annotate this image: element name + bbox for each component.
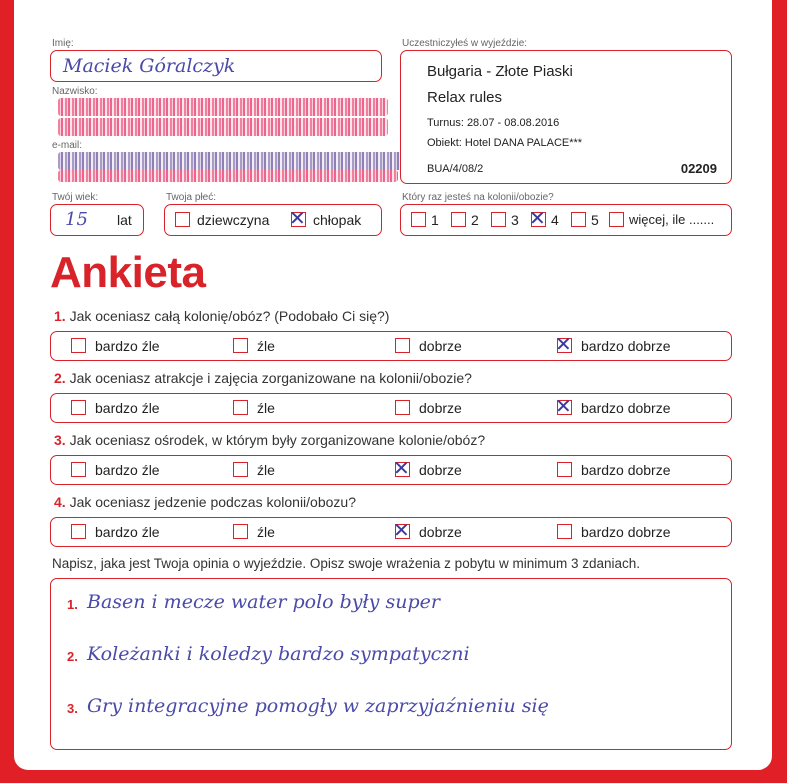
times-1-label: 1 (431, 212, 439, 228)
q2-dobrze-checkbox[interactable] (395, 400, 410, 415)
opinion-line-1: Basen i mecze water polo były super (87, 591, 440, 613)
opinion-line-3: Gry integracyjne pomogły w zaprzyjaźnieniu się (87, 695, 549, 717)
q4-bardzo-dobrze-checkbox[interactable] (557, 524, 572, 539)
q4-zle-checkbox[interactable] (233, 524, 248, 539)
trip-name: Relax rules (427, 89, 503, 106)
q1-bardzo-zle-label: bardzo źle (95, 338, 160, 354)
trip-obiekt: Obiekt: Hotel DANA PALACE*** (427, 137, 583, 149)
times-5-label: 5 (591, 212, 599, 228)
trip-label: Uczestniczyłeś w wyjeździe: (402, 38, 528, 49)
redacted-last-name-2 (58, 118, 388, 136)
redacted-email-2 (58, 170, 398, 182)
opinion-textarea[interactable] (50, 578, 732, 750)
trip-turnus: Turnus: 28.07 - 08.08.2016 (427, 117, 560, 129)
gender-boy-checkbox[interactable]: ✕ (289, 206, 306, 230)
gender-girl-checkbox[interactable] (175, 212, 190, 227)
q4-zle-label: źle (257, 524, 275, 540)
question-1: 1. Jak oceniasz całą kolonię/obóz? (Podobało Ci się?) (54, 308, 390, 324)
gender-label: Twoja płeć: (166, 192, 217, 203)
q2-bardzo-zle-label: bardzo źle (95, 400, 160, 416)
question-3-options (50, 455, 732, 485)
q1-zle-label: źle (257, 338, 275, 354)
q1-dobrze-checkbox[interactable] (395, 338, 410, 353)
q3-bardzo-dobrze-checkbox[interactable] (557, 462, 572, 477)
q1-bardzo-zle-checkbox[interactable] (71, 338, 86, 353)
q1-bardzo-dobrze-label: bardzo dobrze (581, 338, 671, 354)
last-name-label: Nazwisko: (52, 86, 98, 97)
age-value: 15 (65, 209, 88, 230)
q4-bardzo-zle-checkbox[interactable] (71, 524, 86, 539)
opinion-line-2: Koleżanki i koledzy bardzo sympatyczni (87, 643, 470, 665)
times-2-checkbox[interactable] (451, 212, 466, 227)
q2-bardzo-dobrze-checkbox[interactable]: ✕ (555, 394, 572, 418)
gender-field (164, 204, 382, 236)
age-label: Twój wiek: (52, 192, 99, 203)
first-name-label: Imię: (52, 38, 74, 49)
times-3-checkbox[interactable] (491, 212, 506, 227)
q2-bardzo-zle-checkbox[interactable] (71, 400, 86, 415)
question-4-options (50, 517, 732, 547)
q4-dobrze-label: dobrze (419, 524, 462, 540)
q3-bardzo-dobrze-label: bardzo dobrze (581, 462, 671, 478)
opinion-line-3-num: 3. (67, 701, 78, 716)
question-1-options (50, 331, 732, 361)
survey-sheet (14, 0, 772, 770)
q1-dobrze-label: dobrze (419, 338, 462, 354)
times-4-label: 4 (551, 212, 559, 228)
gender-girl-label: dziewczyna (197, 212, 270, 228)
question-4: 4. Jak oceniasz jedzenie podczas kolonii/obozu? (54, 494, 356, 510)
trip-number: 02209 (680, 161, 717, 176)
age-field[interactable] (50, 204, 144, 236)
opinion-prompt: Napisz, jaka jest Twoja opinia o wyjeździe. Opisz swoje wrażenia z pobytu w minimum 3 zdaniach. (52, 556, 641, 571)
times-more-checkbox[interactable] (609, 212, 624, 227)
times-2-label: 2 (471, 212, 479, 228)
q2-bardzo-dobrze-label: bardzo dobrze (581, 400, 671, 416)
times-more-label: więcej, ile ....... (629, 212, 715, 227)
q3-dobrze-label: dobrze (419, 462, 462, 478)
trip-info-box (400, 50, 732, 184)
opinion-line-2-num: 2. (67, 649, 78, 664)
q2-zle-checkbox[interactable] (233, 400, 248, 415)
q1-zle-checkbox[interactable] (233, 338, 248, 353)
opinion-line-1-num: 1. (67, 597, 78, 612)
redacted-email (58, 152, 418, 170)
q2-dobrze-label: dobrze (419, 400, 462, 416)
times-1-checkbox[interactable] (411, 212, 426, 227)
q3-bardzo-zle-label: bardzo źle (95, 462, 160, 478)
q3-zle-checkbox[interactable] (233, 462, 248, 477)
gender-boy-label: chłopak (313, 212, 362, 228)
q4-bardzo-zle-label: bardzo źle (95, 524, 160, 540)
trip-destination: Bułgaria - Złote Piaski (427, 63, 573, 80)
q4-bardzo-dobrze-label: bardzo dobrze (581, 524, 671, 540)
q3-bardzo-zle-checkbox[interactable] (71, 462, 86, 477)
times-label: Który raz jesteś na kolonii/obozie? (402, 192, 554, 203)
q3-zle-label: źle (257, 462, 275, 478)
q2-zle-label: źle (257, 400, 275, 416)
age-unit: lat (117, 212, 132, 228)
q4-dobrze-checkbox[interactable]: ✕ (393, 518, 410, 542)
trip-code: BUA/4/08/2 (427, 163, 484, 175)
q1-bardzo-dobrze-checkbox[interactable]: ✕ (555, 332, 572, 356)
question-3: 3. Jak oceniasz ośrodek, w którym były zorganizowane kolonie/obóz? (54, 432, 486, 448)
email-label: e-mail: (52, 140, 83, 151)
times-field (400, 204, 732, 236)
redacted-last-name (58, 98, 388, 116)
survey-title: Ankieta (50, 248, 206, 297)
times-3-label: 3 (511, 212, 519, 228)
q3-dobrze-checkbox[interactable]: ✕ (393, 456, 410, 480)
times-4-checkbox[interactable]: ✕ (529, 206, 546, 230)
first-name-value: Maciek Góralczyk (63, 55, 236, 77)
times-5-checkbox[interactable] (571, 212, 586, 227)
question-2-options (50, 393, 732, 423)
question-2: 2. Jak oceniasz atrakcje i zajęcia zorganizowane na kolonii/obozie? (54, 370, 472, 386)
first-name-field[interactable] (50, 50, 382, 82)
